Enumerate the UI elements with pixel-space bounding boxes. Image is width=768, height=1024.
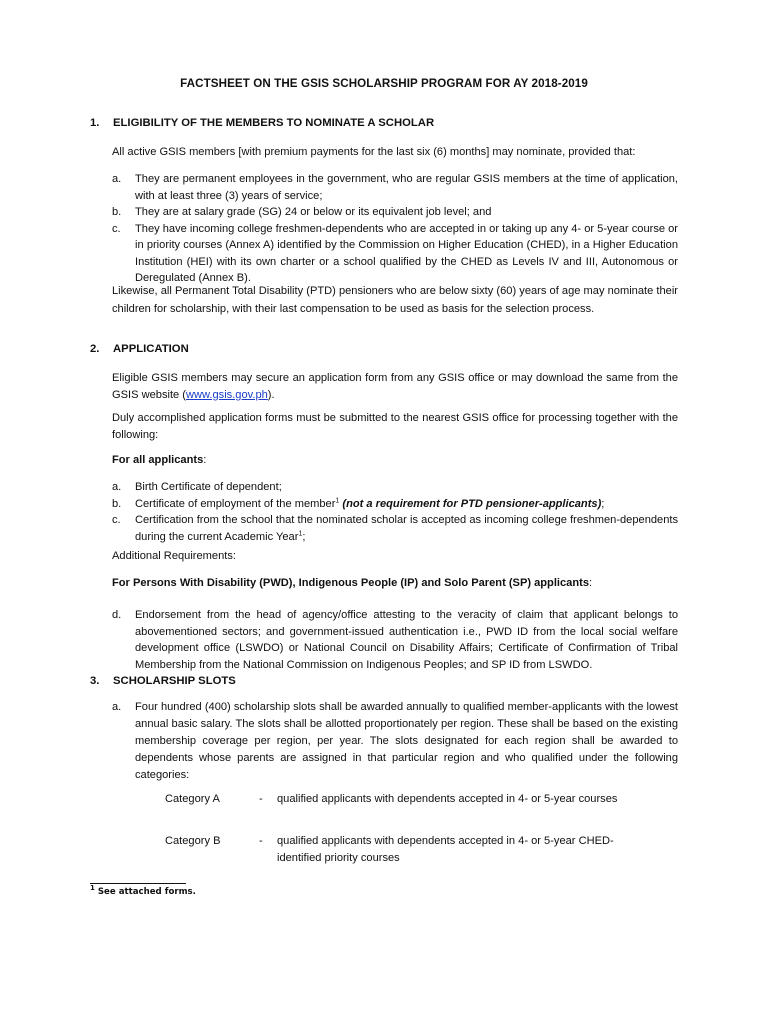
gsis-website-link[interactable]: www.gsis.gov.ph (185, 388, 268, 401)
label-text: For all applicants (112, 454, 204, 466)
list-item-text: Certificate of employment of the member (135, 497, 336, 510)
pwd-ip-sp-label (112, 577, 592, 589)
paragraph-text: ). (267, 388, 275, 401)
label-colon: : (588, 577, 593, 589)
document-title: FACTSHEET ON THE GSIS SCHOLARSHIP PROGRAM FOR AY 2018-2019 (180, 77, 588, 90)
section-3-heading (90, 675, 236, 687)
label-text: For Persons With Disability (PWD), Indigenous People (IP) and Solo Parent (SP) applicants (112, 577, 589, 589)
list-marker: c. (112, 222, 121, 235)
section-2-number: 2. (90, 343, 100, 355)
list-item-text: They are permanent employees in the government, who are regular GSIS members at the time of application, with at least three (3) years of service; (135, 173, 678, 202)
list-marker: a. (112, 173, 122, 185)
section-1-title: ELIGIBILITY OF THE MEMBERS TO NOMINATE A SCHOLAR (113, 117, 435, 129)
list-item-text: They are at salary grade (SG) 24 or below or its equivalent job level; and (135, 206, 492, 218)
section-2-title: APPLICATION (113, 343, 189, 355)
footnote (90, 884, 196, 897)
footnote-text: See attached forms. (94, 887, 196, 897)
requirement-item-b (112, 496, 678, 513)
list-marker: a. (112, 481, 122, 493)
list-marker: b. (112, 497, 122, 510)
list-item-text: Endorsement from the head of agency/office attesting to the veracity of claim that applicant belongs to abovementioned sectors; and government-issued authentication i.e., PWD ID from the local social welfare development office (LSWDO) or National Council on Disability Affairs; Certificate of Confirmation of Tribal Membership from the National Commission on Indigenous Peoples; and SP ID from LSWDO. (135, 609, 678, 671)
list-item-text: They have incoming college freshmen-dependents who are accepted in or taking up any 4- or 5-year course or in priority courses (Annex A) identified by the Commission on Higher Education (CHED), in a Higher Education Institution (HEI) with its own charter or a school qualified by the CHED as Levels IV and III, Autonomous or Deregulated (Annex B). (135, 222, 678, 284)
category-description: qualified applicants with dependents accepted in 4- or 5-year courses (277, 793, 618, 805)
label-colon: : (203, 454, 207, 466)
section-3-number: 3. (90, 675, 100, 687)
eligibility-item-a (112, 171, 678, 204)
eligibility-item-c (112, 221, 678, 287)
list-item-end: ; (302, 530, 306, 543)
list-item-text: Certification from the school that the nominated scholar is accepted as incoming college freshmen-dependents during the current Academic Year (135, 514, 678, 543)
additional-requirements-label: Additional Requirements: (112, 550, 236, 562)
requirement-item-c (112, 512, 678, 545)
pwd-requirements-list (112, 607, 678, 673)
eligibility-item-b (112, 204, 678, 221)
category-dash: - (259, 793, 263, 805)
section-1-number: 1. (90, 117, 100, 129)
ptd-pensioners-paragraph: Likewise, all Permanent Total Disability (PTD) pensioners who are below sixty (60) years of age may nominate their children for scholarship, with their last compensation to be used as basis for the selection process. (112, 285, 678, 315)
ptd-note: (not a requirement for PTD pensioner-applicants) (339, 497, 602, 510)
section-2-heading (90, 343, 189, 355)
section-1-heading (90, 117, 434, 129)
list-marker: a. (112, 701, 122, 713)
application-paragraph-2: Duly accomplished application forms must be submitted to the nearest GSIS office for processing together with the following: (112, 412, 678, 441)
category-description: qualified applicants with dependents accepted in 4- or 5-year CHED-identified priority courses (277, 835, 614, 864)
category-name: Category A (165, 793, 220, 805)
footnote-divider (90, 883, 186, 884)
section-1-intro: All active GSIS members [with premium payments for the last six (6) months] may nominate, provided that: (112, 146, 636, 158)
category-name: Category B (165, 835, 221, 847)
requirement-item-d (112, 607, 678, 673)
list-item-text: Birth Certificate of dependent; (135, 481, 282, 493)
list-marker: c. (112, 514, 121, 526)
slots-list (112, 699, 678, 784)
category-dash: - (259, 835, 263, 847)
application-paragraph-1 (112, 370, 678, 403)
footnote-number: 1 (90, 884, 95, 893)
all-applicants-label (112, 454, 206, 466)
list-item-end: ; (601, 497, 605, 510)
footnote-ref: 1 (335, 496, 340, 504)
paragraph-text: Eligible GSIS members may secure an application form from any GSIS office or may download the same from the GSIS website ( (112, 372, 678, 401)
requirement-item-a (112, 479, 678, 496)
list-marker: d. (112, 609, 122, 621)
slots-item-a (112, 699, 678, 784)
list-item-text: Four hundred (400) scholarship slots shall be awarded annually to qualified member-applicants with the lowest annual basic salary. The slots shall be allotted proportionately per region. These shall be based on the existing membership coverage per region, per year. The slots designated for each region shall be awarded to dependents whose parents are assigned in that particular region and who qualified under the following categories: (135, 701, 678, 781)
eligibility-list (112, 171, 678, 287)
requirements-list (112, 479, 678, 545)
section-3-title: SCHOLARSHIP SLOTS (113, 675, 236, 687)
footnote-ref: 1 (298, 529, 303, 537)
list-marker: b. (112, 206, 122, 218)
